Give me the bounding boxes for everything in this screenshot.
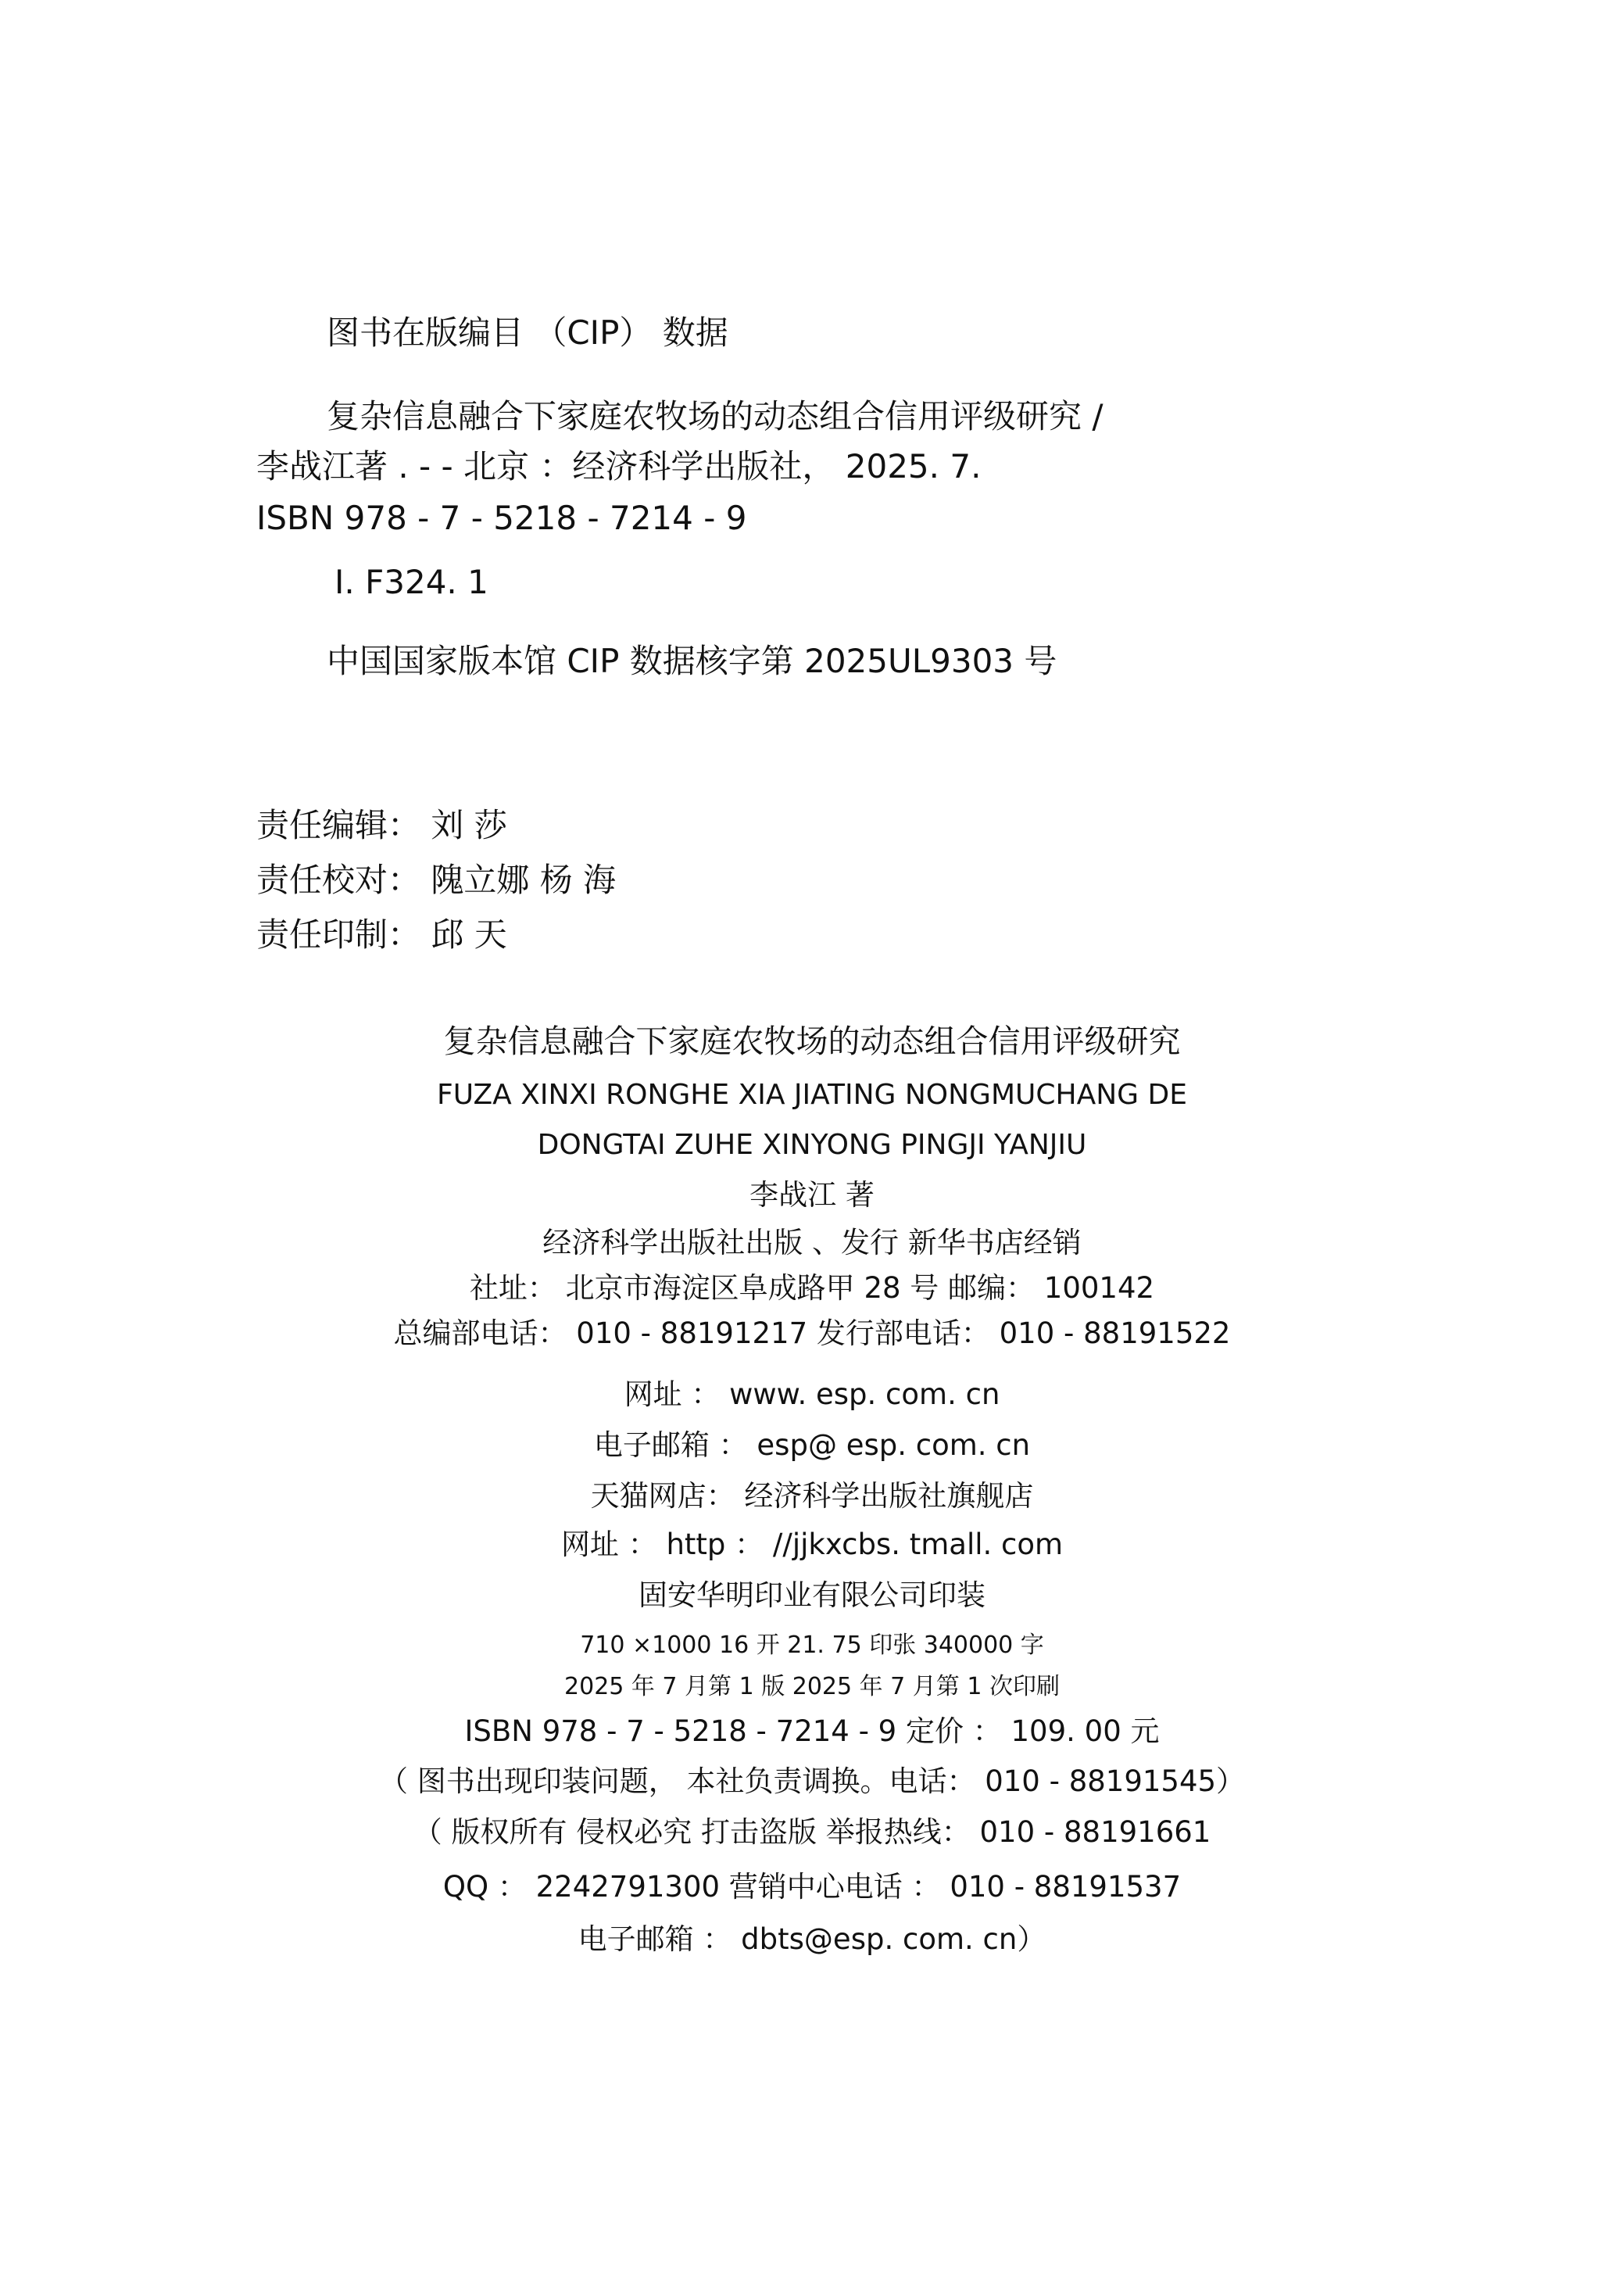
cip-isbn: ISBN 978 - 7 - 5218 - 7214 - 9 [256,499,747,537]
cip-author-publisher: 李战江著 . - - 北京 ：经济科学出版社， 2025. 7. [256,447,982,485]
responsible-editor: 责任编辑： 刘 莎 [256,806,507,844]
colophon-qq-marketing: QQ ： 2242791300 营销中心电话 ： 010 - 88191537 [442,1870,1182,1904]
colophon-edition: 2025 年 7 月第 1 版 2025 年 7 月第 1 次印刷 [564,1673,1060,1700]
cip-heading: 图书在版编目 （CIP） 数据 [327,313,728,352]
colophon-phones: 总编部电话： 010 - 88191217 发行部电话： 010 - 88191522 [393,1316,1231,1350]
colophon-website: 网址 ： www. esp. com. cn [624,1377,1000,1411]
colophon-printer: 固安华明印业有限公司印装 [639,1578,985,1612]
colophon-tmall-store: 天猫网店： 经济科学出版社旗舰店 [590,1479,1034,1513]
colophon-pinyin-line1: FUZA XINXI RONGHE XIA JIATING NONGMUCHANG DE [437,1079,1187,1111]
colophon-pinyin-line2: DONGTAI ZUHE XINYONG PINGJI YANJIU [537,1129,1087,1161]
colophon-title: 复杂信息融合下家庭农牧场的动态组合信用评级研究 [443,1023,1181,1060]
colophon-rights-hotline: （ 版权所有 侵权必究 打击盗版 举报热线： 010 - 88191661 [413,1815,1211,1849]
colophon-tmall-url: 网址 ： http ： //jjkxcbs. tmall. com [560,1528,1064,1561]
cip-record-number: 中国国家版本馆 CIP 数据核字第 2025UL9303 号 [327,642,1057,680]
cip-book-title: 复杂信息融合下家庭农牧场的动态组合信用评级研究 / [327,397,1104,435]
colophon-report-email: 电子邮箱 ： dbts@esp. com. cn） [578,1922,1046,1956]
colophon-publisher: 经济科学出版社出版 、发行 新华书店经销 [542,1226,1082,1259]
responsible-proofreader: 责任校对： 隗立娜 杨 海 [256,861,617,899]
cip-classification: Ⅰ. F324. 1 [334,563,488,601]
colophon-author: 李战江 著 [749,1178,875,1212]
colophon-email: 电子邮箱 ： esp@ esp. com. cn [593,1428,1031,1462]
colophon-isbn-price: ISBN 978 - 7 - 5218 - 7214 - 9 定价 ： 109. 00 元 [464,1714,1160,1748]
responsible-printing: 责任印制： 邱 天 [256,915,507,954]
colophon-specs: 710 ×1000 16 开 21. 75 印张 340000 字 [580,1632,1044,1659]
colophon-address: 社址： 北京市海淀区阜成路甲 28 号 邮编： 100142 [469,1271,1155,1305]
colophon-quality-notice: （ 图书出现印装问题， 本社负责调换。电话： 010 - 88191545） [378,1764,1246,1798]
